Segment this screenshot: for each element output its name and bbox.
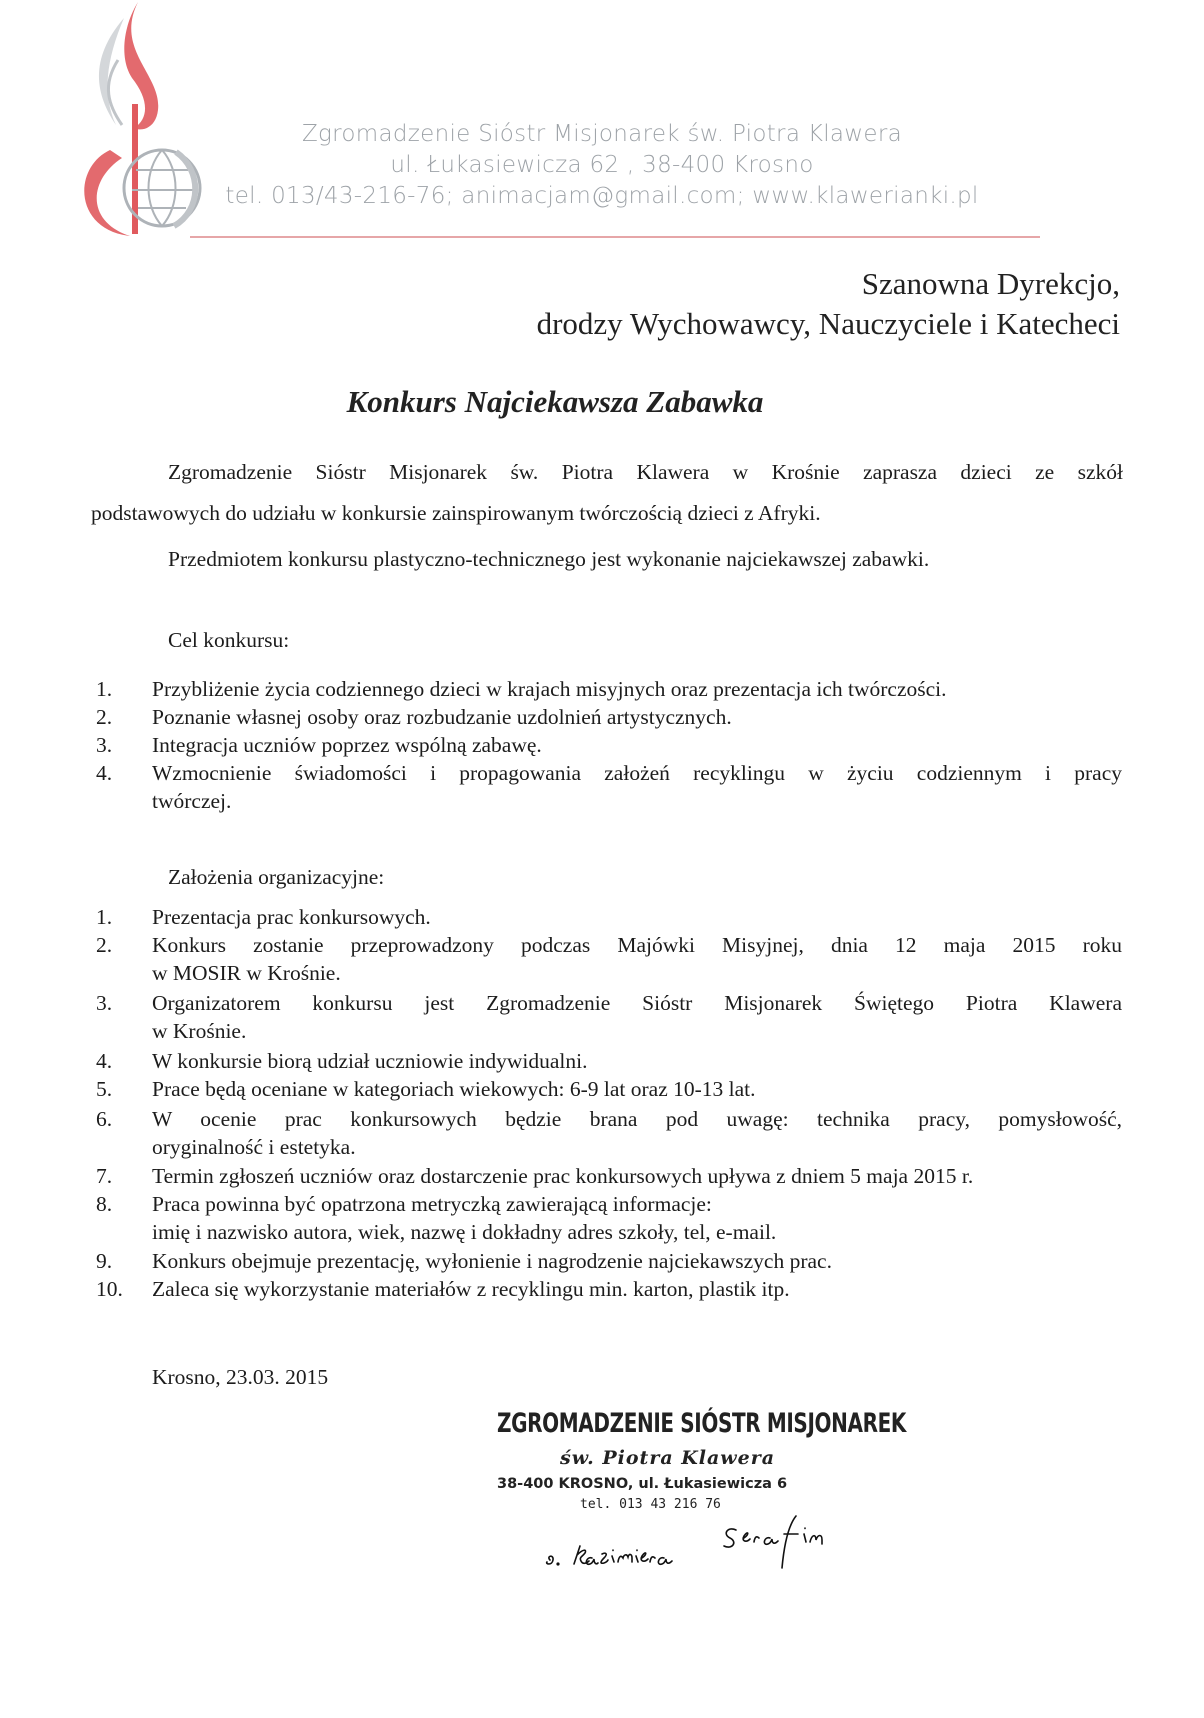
goal-text: Poznanie własnej osoby oraz rozbudzanie uzdolnień artystycznych. bbox=[152, 705, 732, 729]
rule-number: 10. bbox=[96, 1277, 123, 1301]
stamp-telephone: tel. 013 43 216 76 bbox=[580, 1497, 721, 1512]
salutation-line-2: drodzy Wychowawcy, Nauczyciele i Katecheci bbox=[536, 306, 1120, 341]
rule-text: Organizatorem konkursu jest Zgromadzenie Sióstr Misjonarek Świętego Piotra Klawera bbox=[152, 991, 1122, 1015]
goal-text: Przybliżenie życia codziennego dzieci w krajach misyjnych oraz prezentacja ich twórczości. bbox=[152, 677, 947, 701]
stamp-organization: ZGROMADZENIE SIÓSTR MISJONAREK bbox=[497, 1408, 906, 1439]
stamp-address: 38-400 KROSNO, ul. Łukasiewicza 6 bbox=[497, 1476, 788, 1492]
rule-text: Konkurs zostanie przeprowadzony podczas Majówki Misyjnej, dnia 12 maja 2015 roku bbox=[152, 933, 1122, 957]
rule-text-continued: w MOSIR w Krośnie. bbox=[152, 961, 341, 985]
goal-text-continued: twórczej. bbox=[152, 789, 232, 813]
document-title: Konkurs Najciekawsza Zabawka bbox=[346, 384, 764, 419]
intro-line-1: Zgromadzenie Sióstr Misjonarek św. Piotra Klawera w Krośnie zaprasza dzieci ze szkół bbox=[168, 460, 1123, 484]
rule-text: W ocenie prac konkursowych będzie brana pod uwagę: technika pracy, pomysłowość, bbox=[152, 1107, 1122, 1131]
rule-number: 4. bbox=[96, 1049, 113, 1073]
rule-text: Termin zgłoszeń uczniów oraz dostarczenie prac konkursowych upływa z dniem 5 maja 2015 r. bbox=[152, 1164, 974, 1188]
goal-number: 3. bbox=[96, 733, 113, 757]
goal-text: Wzmocnienie świadomości i propagowania założeń recyklingu w życiu codziennym i pracy bbox=[152, 761, 1122, 785]
letterhead-address: ul. Łukasiewicza 62 , 38-400 Krosno bbox=[390, 152, 814, 178]
goal-number: 4. bbox=[96, 761, 113, 785]
rule-text: Prezentacja prac konkursowych. bbox=[152, 905, 431, 929]
goals-heading: Cel konkursu: bbox=[168, 628, 290, 652]
rule-text-continued: oryginalność i estetyka. bbox=[152, 1135, 356, 1159]
rule-number: 6. bbox=[96, 1107, 113, 1131]
rule-text: Konkurs obejmuje prezentację, wyłonienie i nagrodzenie najciekawszych prac. bbox=[152, 1249, 832, 1273]
salutation-line-1: Szanowna Dyrekcjo, bbox=[861, 266, 1120, 301]
intro-line-3: Przedmiotem konkursu plastyczno-technicznego jest wykonanie najciekawszej zabawki. bbox=[168, 547, 930, 571]
rule-text: Zaleca się wykorzystanie materiałów z recyklingu min. karton, plastik itp. bbox=[152, 1277, 790, 1301]
rule-number: 9. bbox=[96, 1249, 113, 1273]
rule-number: 8. bbox=[96, 1192, 113, 1216]
place-date: Krosno, 23.03. 2015 bbox=[152, 1365, 329, 1389]
stamp-saint: św. Piotra Klawera bbox=[560, 1447, 776, 1469]
rule-number: 2. bbox=[96, 933, 113, 957]
rule-text: Prace będą oceniane w kategoriach wiekowych: 6-9 lat oraz 10-13 lat. bbox=[152, 1077, 756, 1101]
goal-number: 2. bbox=[96, 705, 113, 729]
intro-line-2: podstawowych do udziału w konkursie zainspirowanym twórczością dzieci z Afryki. bbox=[91, 501, 821, 525]
rule-text-continued: w Krośnie. bbox=[152, 1019, 247, 1043]
letterhead-organization: Zgromadzenie Sióstr Misjonarek św. Piotra Klawera bbox=[301, 121, 903, 147]
rules-heading: Założenia organizacyjne: bbox=[168, 865, 385, 889]
letterhead-divider bbox=[190, 236, 1040, 238]
rule-number: 1. bbox=[96, 905, 113, 929]
rule-number: 5. bbox=[96, 1077, 113, 1101]
rule-number: 3. bbox=[96, 991, 113, 1015]
goal-number: 1. bbox=[96, 677, 113, 701]
letterhead-contact: tel. 013/43-216-76; animacjam@gmail.com; www.klawerianki.pl bbox=[225, 183, 979, 209]
rule-text-continued: imię i nazwisko autora, wiek, nazwę i dokładny adres szkoły, tel, e-mail. bbox=[152, 1220, 777, 1244]
rule-text: W konkursie biorą udział uczniowie indywidualni. bbox=[152, 1049, 588, 1073]
rule-number: 7. bbox=[96, 1164, 113, 1188]
goal-text: Integracja uczniów poprzez wspólną zabawę. bbox=[152, 733, 542, 757]
rule-text: Praca powinna być opatrzona metryczką zawierającą informacje: bbox=[152, 1192, 712, 1216]
handwritten-signature bbox=[540, 1510, 880, 1590]
